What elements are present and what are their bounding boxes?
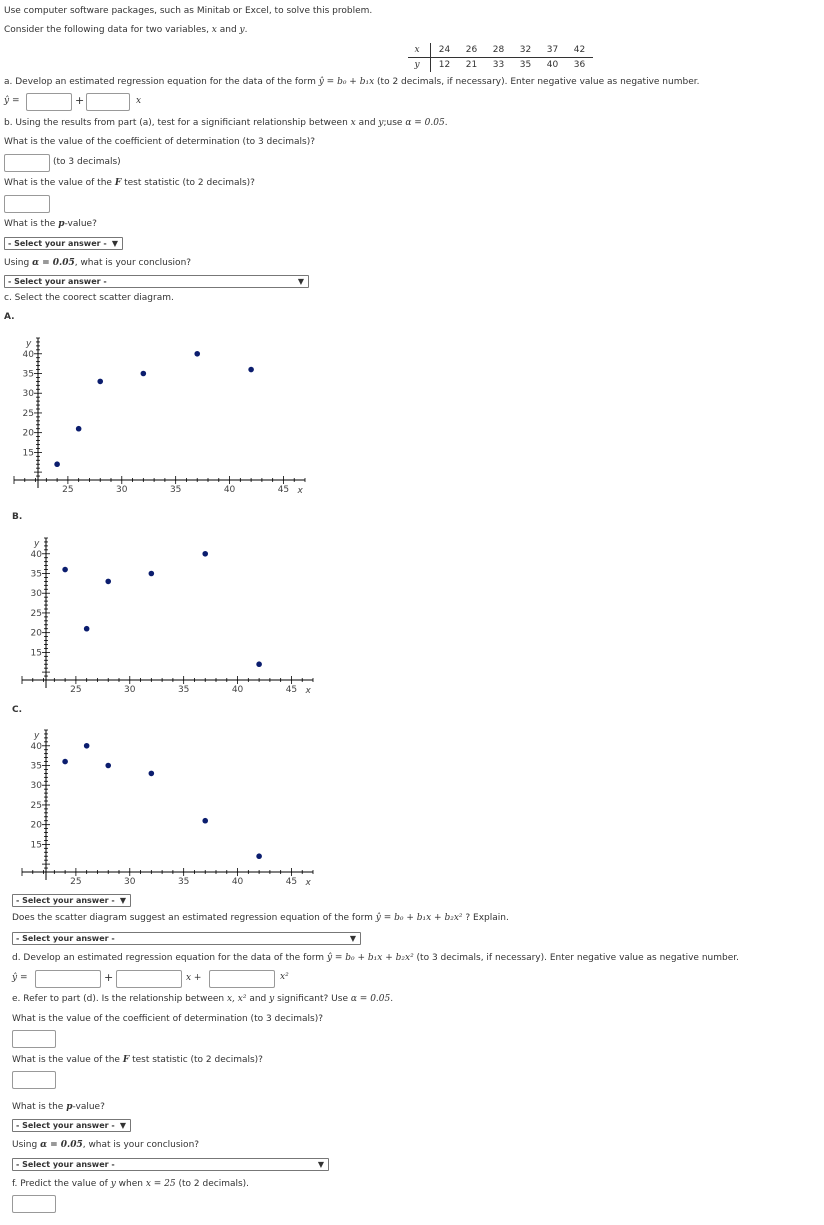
part-d-text bbox=[12, 953, 739, 963]
part-a-prefix: a. Develop an estimated regression equation for the data of the form bbox=[4, 77, 319, 87]
part-e-p-symbol: p bbox=[66, 1102, 73, 1112]
x-axis-label: x bbox=[305, 878, 311, 888]
part-d-suffix: (to 3 decimals, if necessary). Enter negative value as negative number. bbox=[413, 953, 739, 963]
table-cell: 40 bbox=[546, 60, 559, 70]
y-axis-label: y bbox=[34, 731, 40, 741]
chart-b-label: B. bbox=[12, 512, 23, 522]
part-b-end: . bbox=[444, 118, 448, 128]
part-e-mid: significant? Use bbox=[274, 994, 351, 1004]
part-b-f-post: test statistic (to 2 decimals)? bbox=[121, 178, 255, 188]
part-e-alpha: α = 0.05 bbox=[350, 994, 391, 1004]
data-point bbox=[149, 771, 155, 777]
part-c-scatter-select[interactable] bbox=[12, 894, 131, 907]
scatter-chart-b[interactable] bbox=[8, 530, 318, 700]
part-c-explain-select-label: - Select your answer - bbox=[16, 934, 115, 943]
part-b-r2-question: What is the value of the coefficient of determination (to 3 decimals)? bbox=[4, 137, 316, 147]
part-a-plus: + bbox=[75, 94, 85, 107]
part-c-q-post: ? Explain. bbox=[462, 913, 509, 923]
part-b-conc-pre: Using bbox=[4, 258, 33, 268]
part-c-question bbox=[12, 913, 509, 923]
table-cell: 33 bbox=[492, 60, 505, 70]
part-e-prefix: e. Refer to part (d). Is the relationship between bbox=[12, 994, 227, 1004]
data-point bbox=[256, 853, 262, 859]
data-table bbox=[408, 43, 593, 72]
data-point bbox=[141, 371, 147, 377]
y-tick-label: 30 bbox=[30, 781, 42, 792]
y-tick-label: 30 bbox=[22, 389, 34, 400]
table-cell: 32 bbox=[512, 43, 539, 58]
part-d-b2-input[interactable] bbox=[209, 970, 275, 988]
table-cell: 12 bbox=[438, 60, 451, 70]
y-axis-label: y bbox=[26, 339, 32, 349]
part-d-x-plus-label: x + bbox=[186, 973, 202, 983]
dropdown-arrow-icon: ▼ bbox=[119, 896, 126, 905]
part-f-when: when bbox=[115, 1179, 146, 1189]
y-tick-label: 40 bbox=[30, 741, 42, 752]
x-axis-label: x bbox=[297, 486, 303, 496]
data-point bbox=[194, 351, 200, 357]
y-tick-label: 40 bbox=[22, 349, 34, 360]
part-b-prefix: b. Using the results from part (a), test for a significiant relationship between bbox=[4, 118, 351, 128]
y-tick-label: 35 bbox=[30, 761, 42, 772]
part-c-equation: ŷ = b₀ + b₁x + b₂x² bbox=[375, 913, 463, 923]
y-axis-label: y bbox=[34, 539, 40, 549]
part-b-p-question bbox=[4, 219, 97, 229]
scatter-chart-a[interactable] bbox=[0, 330, 310, 500]
part-b-r2-hint: (to 3 decimals) bbox=[53, 157, 121, 167]
x-tick-label: 35 bbox=[177, 877, 190, 887]
table-header-y: y bbox=[408, 58, 431, 73]
part-b-f-question bbox=[4, 178, 255, 188]
dropdown-arrow-icon: ▼ bbox=[349, 934, 356, 943]
data-point bbox=[256, 661, 262, 667]
part-a-b1-input[interactable] bbox=[86, 93, 130, 111]
dropdown-arrow-icon: ▼ bbox=[111, 239, 118, 248]
part-b-alpha: α = 0.05 bbox=[405, 118, 445, 128]
part-e-conc-pre: Using bbox=[12, 1140, 41, 1150]
part-e-r2-question: What is the value of the coefficient of determination (to 3 decimals)? bbox=[12, 1014, 324, 1024]
dropdown-arrow-icon: ▼ bbox=[297, 277, 304, 286]
part-b-pvalue-select[interactable] bbox=[4, 237, 123, 250]
part-e-var-y: y bbox=[269, 994, 275, 1004]
y-tick-label: 35 bbox=[22, 369, 34, 380]
part-f-suffix: (to 2 decimals). bbox=[175, 1179, 250, 1189]
part-e-end: . bbox=[390, 994, 394, 1004]
y-tick-label: 20 bbox=[30, 820, 42, 831]
y-tick-label: 25 bbox=[22, 408, 34, 419]
part-e-pvalue-select[interactable] bbox=[12, 1119, 131, 1132]
table-cell: 37 bbox=[539, 43, 566, 58]
part-e-conc-alpha: α = 0.05 bbox=[40, 1140, 83, 1150]
part-e-conc-post: , what is your conclusion? bbox=[82, 1140, 200, 1150]
part-e-text bbox=[12, 994, 393, 1004]
y-tick-label: 15 bbox=[22, 448, 34, 459]
part-b-r2-input[interactable] bbox=[4, 154, 50, 172]
part-f-prefix: f. Predict the value of bbox=[12, 1179, 111, 1189]
table-row-y bbox=[408, 58, 593, 73]
part-a-x-label: x bbox=[136, 96, 142, 106]
part-a-equation: ŷ = b₀ + b₁x bbox=[318, 77, 375, 87]
part-f-input[interactable] bbox=[12, 1195, 56, 1213]
part-e-and: and bbox=[246, 994, 270, 1004]
y-tick-label: 40 bbox=[30, 549, 42, 560]
part-b-f-input[interactable] bbox=[4, 195, 50, 213]
part-b-conc-alpha: α = 0.05 bbox=[32, 258, 75, 268]
consider-and: and bbox=[216, 25, 240, 35]
y-tick-label: 25 bbox=[30, 800, 42, 811]
x-tick-label: 25 bbox=[70, 877, 82, 887]
consider-prefix: Consider the following data for two variables, bbox=[4, 25, 212, 35]
part-e-f-post: test statistic (to 2 decimals)? bbox=[129, 1055, 263, 1065]
x-tick-label: 45 bbox=[285, 877, 298, 887]
table-row-x bbox=[408, 43, 593, 58]
part-a-text bbox=[4, 77, 699, 87]
table-cell: 42 bbox=[566, 43, 593, 58]
data-point bbox=[62, 759, 68, 765]
part-b-f-pre: What is the value of the bbox=[4, 178, 115, 188]
table-cell: 35 bbox=[519, 60, 532, 70]
part-e-p-pre: What is the bbox=[12, 1102, 67, 1112]
table-cell: 24 bbox=[431, 43, 459, 58]
part-b-var-y: y bbox=[378, 118, 384, 128]
x-tick-label: 45 bbox=[277, 485, 290, 495]
x-tick-label: 45 bbox=[285, 685, 298, 695]
part-e-f-input[interactable] bbox=[12, 1071, 56, 1089]
part-c-q-pre: Does the scatter diagram suggest an estimated regression equation of the form bbox=[12, 913, 376, 923]
part-e-f-symbol: F bbox=[122, 1055, 130, 1065]
part-e-conclusion-question bbox=[12, 1140, 199, 1150]
part-e-vars: x, x² bbox=[226, 994, 247, 1004]
part-d-b0-input[interactable] bbox=[35, 970, 101, 988]
y-tick-label: 35 bbox=[30, 569, 42, 580]
x-tick-label: 25 bbox=[70, 685, 82, 695]
part-e-p-post: -value? bbox=[72, 1102, 105, 1112]
table-cell: 28 bbox=[485, 43, 512, 58]
part-e-r2-input[interactable] bbox=[12, 1030, 56, 1048]
data-point bbox=[149, 571, 155, 577]
part-d-prefix: d. Develop an estimated regression equation for the data of the form bbox=[12, 953, 327, 963]
part-f-equation: x = 25 bbox=[145, 1179, 176, 1189]
chart-c-label: C. bbox=[12, 705, 23, 715]
data-point bbox=[54, 461, 60, 467]
part-a-yhat-label: ŷ = bbox=[4, 96, 20, 106]
x-axis-label: x bbox=[305, 686, 311, 696]
x-tick-label: 30 bbox=[124, 877, 136, 887]
x-tick-label: 30 bbox=[116, 485, 128, 495]
part-a-b0-input[interactable] bbox=[26, 93, 72, 111]
data-point bbox=[248, 367, 254, 373]
part-d-yhat-label: ŷ = bbox=[12, 973, 28, 983]
data-point bbox=[202, 551, 208, 557]
x-tick-label: 35 bbox=[177, 685, 190, 695]
x-tick-label: 40 bbox=[231, 685, 244, 695]
part-d-x2-label: x² bbox=[280, 972, 289, 982]
scatter-chart-c[interactable] bbox=[8, 722, 318, 892]
y-tick-label: 15 bbox=[30, 840, 42, 851]
part-b-text bbox=[4, 118, 448, 128]
part-b-p-post: -value? bbox=[64, 219, 97, 229]
intro-text: Use computer software packages, such as Minitab or Excel, to solve this problem. bbox=[4, 6, 373, 16]
part-e-pvalue-select-label: - Select your answer - bbox=[16, 1121, 115, 1130]
part-d-b1-input[interactable] bbox=[116, 970, 182, 988]
data-point bbox=[84, 626, 90, 632]
y-tick-label: 25 bbox=[30, 608, 42, 619]
part-c-explain-select[interactable] bbox=[12, 932, 361, 945]
x-tick-label: 40 bbox=[231, 877, 244, 887]
part-e-conclusion-select[interactable] bbox=[12, 1158, 329, 1171]
table-header-x: x bbox=[408, 43, 431, 58]
y-tick-label: 20 bbox=[22, 428, 34, 439]
part-d-plus: + bbox=[104, 971, 114, 984]
part-e-conclusion-select-label: - Select your answer - bbox=[16, 1160, 115, 1169]
table-cell: 21 bbox=[465, 60, 478, 70]
x-tick-label: 25 bbox=[62, 485, 74, 495]
part-e-f-question bbox=[12, 1055, 263, 1065]
var-x: x bbox=[211, 25, 217, 35]
part-b-p-symbol: p bbox=[58, 219, 65, 229]
y-tick-label: 30 bbox=[30, 589, 42, 600]
part-b-conclusion-select-label: - Select your answer - bbox=[8, 277, 107, 286]
data-point bbox=[62, 567, 68, 573]
data-point bbox=[97, 379, 103, 385]
data-point bbox=[105, 763, 111, 769]
part-e-p-question bbox=[12, 1102, 105, 1112]
table-cell: 36 bbox=[573, 60, 586, 70]
part-d-equation: ŷ = b₀ + b₁x + b₂x² bbox=[326, 953, 414, 963]
part-b-conclusion-question bbox=[4, 258, 191, 268]
consider-end: . bbox=[244, 25, 248, 35]
x-tick-label: 35 bbox=[169, 485, 182, 495]
part-b-conclusion-select[interactable] bbox=[4, 275, 309, 288]
part-c-text: c. Select the coorect scatter diagram. bbox=[4, 293, 174, 303]
consider-text bbox=[4, 25, 248, 35]
part-b-f-symbol: F bbox=[114, 178, 122, 188]
part-b-p-pre: What is the bbox=[4, 219, 59, 229]
y-tick-label: 15 bbox=[30, 648, 42, 659]
data-point bbox=[105, 579, 111, 585]
dropdown-arrow-icon: ▼ bbox=[317, 1160, 324, 1169]
dropdown-arrow-icon: ▼ bbox=[119, 1121, 126, 1130]
part-f-var-y: y bbox=[110, 1179, 116, 1189]
part-b-and: and bbox=[355, 118, 379, 128]
part-b-var-x: x bbox=[350, 118, 356, 128]
part-b-pvalue-select-label: - Select your answer - bbox=[8, 239, 107, 248]
data-point bbox=[84, 743, 90, 749]
part-a-suffix: (to 2 decimals, if necessary). Enter negative value as negative number. bbox=[374, 77, 700, 87]
part-e-f-pre: What is the value of the bbox=[12, 1055, 123, 1065]
x-tick-label: 40 bbox=[223, 485, 236, 495]
y-tick-label: 20 bbox=[30, 628, 42, 639]
table-cell: 26 bbox=[458, 43, 485, 58]
chart-a-label: A. bbox=[4, 312, 15, 322]
part-c-scatter-select-label: - Select your answer - bbox=[16, 896, 115, 905]
var-y: y bbox=[239, 25, 245, 35]
part-b-conc-post: , what is your conclusion? bbox=[74, 258, 192, 268]
data-point bbox=[76, 426, 82, 432]
data-point bbox=[202, 818, 208, 824]
part-f-text bbox=[12, 1179, 249, 1189]
x-tick-label: 30 bbox=[124, 685, 136, 695]
part-b-use: ;use bbox=[383, 118, 406, 128]
